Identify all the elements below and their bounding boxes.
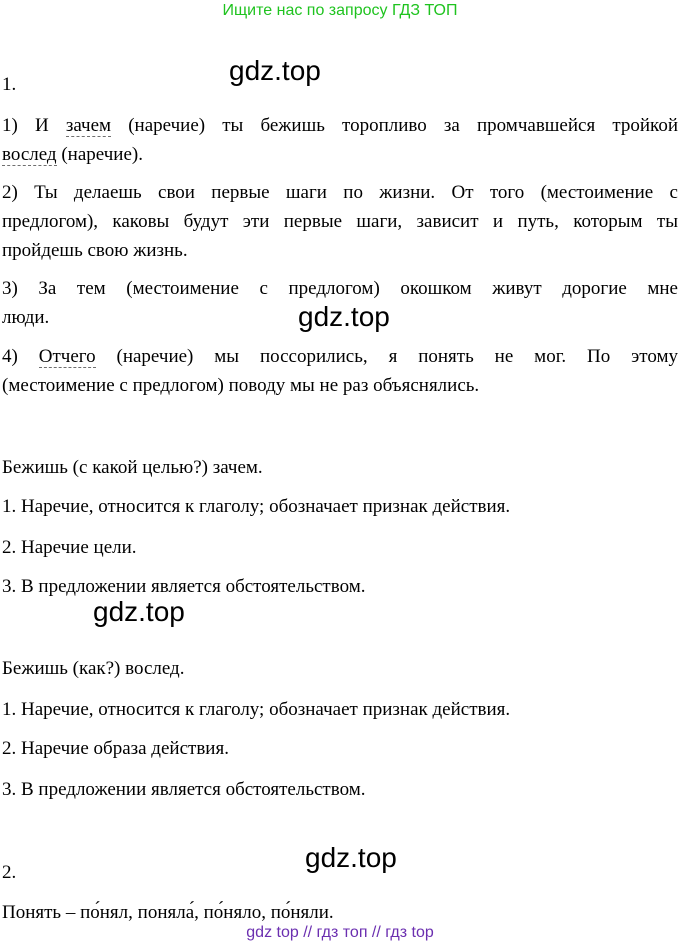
watermark: gdz.top [229, 55, 321, 86]
word-vosled: вослед [2, 144, 57, 165]
sentence-1-rest: (наречие) ты бежишь торопливо за промчавшейся тройкой [111, 115, 678, 136]
analysis-1-heading: Бежишь (с какой целью?) зачем. [2, 457, 263, 478]
task-2-line: Понять – по́нял, поняла́, по́няло, по́няли. [2, 902, 334, 923]
watermark: gdz.top [93, 596, 185, 627]
sentence-2-line-1: 2) Ты делаешь свои первые шаги по жизни. От того (местоимение с [2, 182, 678, 203]
sentence-4-line-2: (местоимение с предлогом) поводу мы не раз объяснялись. [2, 375, 480, 396]
watermark: gdz.top [305, 842, 397, 873]
watermark: gdz.top [298, 301, 390, 332]
sentence-1-end: (наречие). [56, 144, 143, 165]
analysis-2-point: 1. Наречие, относится к глаголу; обозначает признак действия. [2, 699, 511, 720]
analysis-2-point: 2. Наречие образа действия. [2, 738, 229, 759]
sentence-2-line-2: предлогом), каковы будут эти первые шаги, зависит и путь, которым ты [2, 211, 678, 232]
sentence-1-num: 1) И [2, 115, 66, 136]
sentence-1 [2, 111, 678, 169]
sentence-2 [2, 178, 678, 265]
analysis-2-point: 3. В предложении является обстоятельством. [2, 779, 366, 800]
sentence-4 [2, 342, 678, 400]
analysis-1-point: 2. Наречие цели. [2, 537, 137, 558]
analysis-1-point: 1. Наречие, относится к глаголу; обозначает признак действия. [2, 496, 511, 517]
analysis-2-heading: Бежишь (как?) вослед. [2, 658, 185, 679]
footer-links[interactable]: gdz top // гдз топ // гдз top [246, 924, 434, 941]
sentence-3-line-1: 3) За тем (местоимение с предлогом) окошком живут дорогие мне [2, 278, 678, 299]
sentence-3-line-2: люди. [2, 307, 50, 328]
task-2-number: 2. [2, 862, 17, 883]
analysis-1-point: 3. В предложении является обстоятельством. [2, 576, 366, 597]
sentence-2-line-3: пройдешь свою жизнь. [2, 240, 188, 261]
word-otchego: Отчего [38, 346, 96, 367]
sentence-4-rest: (наречие) мы поссорились, я понять не мог. По этому [95, 346, 679, 367]
task-1-number: 1. [2, 74, 17, 95]
search-hint-link[interactable]: Ищите нас по запросу ГДЗ ТОП [222, 2, 458, 19]
word-zachem: зачем [65, 115, 112, 136]
sentence-4-num: 4) [2, 346, 39, 367]
